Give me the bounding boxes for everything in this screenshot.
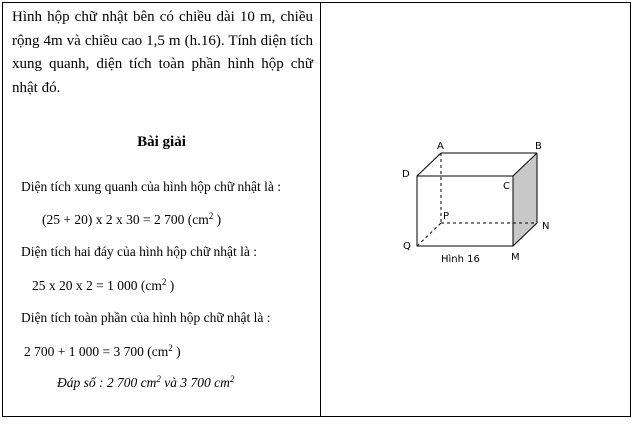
step2-calc-text: 25 x 20 x 2 = 1 000 (cm (32, 278, 162, 293)
front-face (417, 176, 513, 246)
answer-exp1: 2 (156, 374, 161, 384)
step3-calc-text: 2 700 + 1 000 = 3 700 (cm (24, 344, 169, 359)
step3-calc (24, 343, 181, 360)
step1-calc-text: (25 + 20) x 2 x 30 = 2 700 (cm (42, 212, 209, 227)
table-frame (2, 2, 631, 417)
label-n: N (542, 221, 550, 232)
figure-cell (321, 3, 632, 416)
step2-calc (32, 277, 174, 294)
label-d: D (402, 169, 410, 180)
step1-calc (42, 211, 221, 228)
step1-label: Diện tích xung quanh của hình hộp chữ nhật là : (21, 179, 282, 194)
step2-close: ) (166, 278, 175, 293)
label-a: A (437, 141, 444, 152)
step2-exp: 2 (161, 277, 167, 287)
problem-text: Hình hộp chữ nhật bên có chiều dài 10 m, chiều rộng 4m và chiều cao 1,5 m (h.16). Tính diện tích xung quanh, diện tích toàn phần hình hộp chữ nhật đó. (12, 9, 313, 96)
solution-heading: Bài giải (137, 134, 186, 150)
step3-exp: 2 (168, 343, 173, 353)
side-face (513, 153, 537, 246)
answer-prefix: Đáp số : 2 700 cm (57, 375, 157, 390)
label-m: M (511, 252, 520, 263)
box-figure (321, 3, 632, 418)
label-p: P (443, 211, 450, 222)
label-b: B (535, 141, 542, 152)
label-q: Q (403, 241, 411, 252)
answer-exp2: 2 (229, 374, 235, 384)
label-c: C (503, 181, 510, 192)
figure-caption: Hình 16 (441, 254, 480, 265)
step2-label: Diện tích hai đáy của hình hộp chữ nhật là : (21, 244, 257, 259)
answer-mid: và 3 700 cm (160, 375, 230, 390)
step3-label: Diện tích toàn phần của hình hộp chữ nhật là : (21, 310, 271, 325)
hidden-left-edge (417, 223, 441, 246)
step1-exp: 2 (208, 211, 214, 221)
answer-line (57, 374, 234, 391)
step3-close: ) (172, 344, 181, 359)
problem-cell (3, 3, 320, 416)
top-left-edge (417, 153, 441, 176)
step1-close: ) (213, 212, 222, 227)
